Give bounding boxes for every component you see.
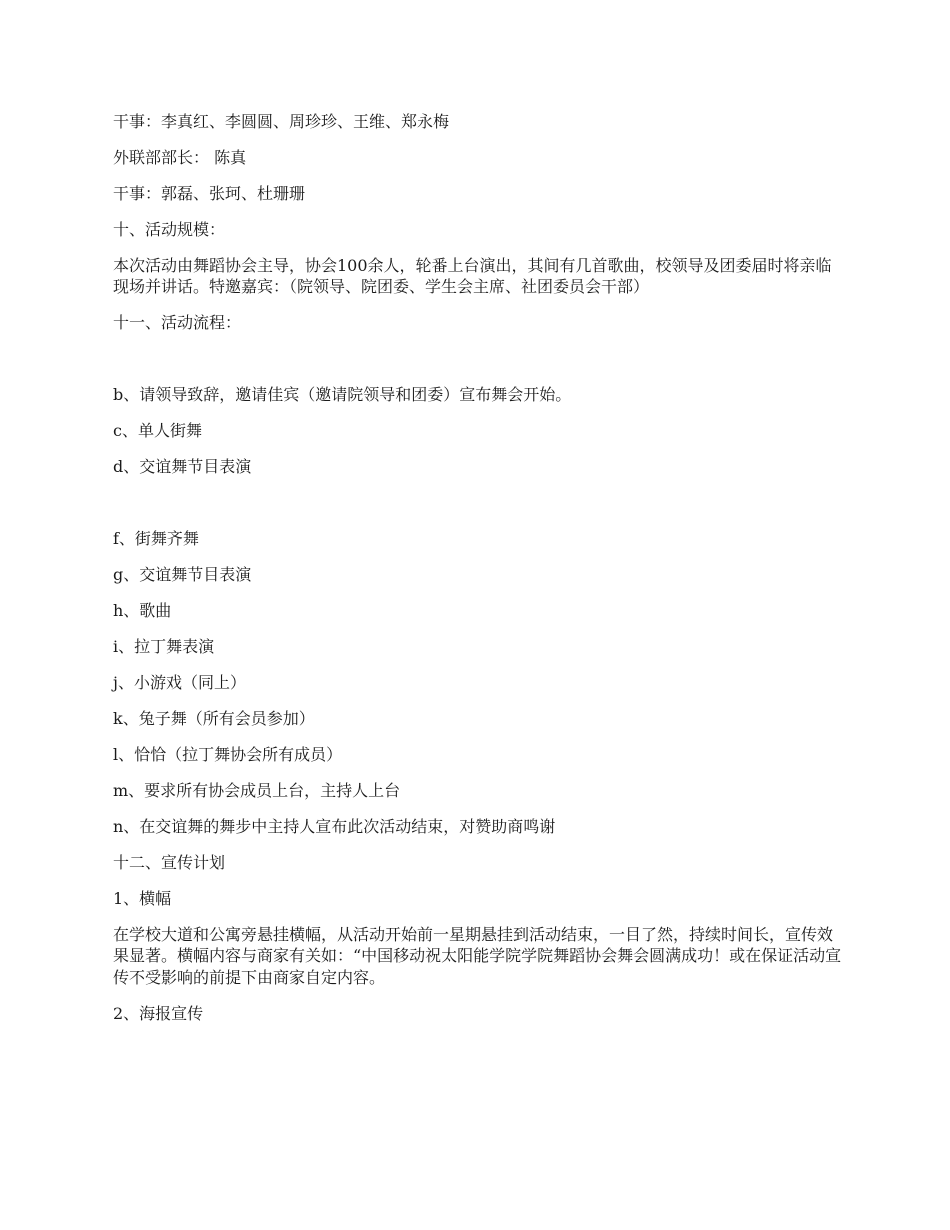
process-item-f: f、街舞齐舞 [113, 529, 199, 549]
process-item-k: k、兔子舞（所有会员参加） [113, 709, 315, 729]
process-item-j: j、小游戏（同上） [113, 673, 246, 693]
external-minister-line: 外联部部长： 陈真 [113, 147, 247, 167]
section-heading-process: 十一、活动流程： [113, 313, 242, 333]
document-body [113, 111, 843, 1039]
section-heading-scale: 十、活动规模： [113, 219, 226, 239]
process-item-l: l、恰恰（拉丁舞协会所有成员） [113, 745, 343, 765]
blank-line [113, 348, 843, 384]
process-item-b: b、请领导致辞，邀请佳宾（邀请院领导和团委）宣布舞会开始。 [113, 385, 572, 405]
external-staff-line: 干事：郭磊、张珂、杜珊珊 [113, 183, 306, 203]
blank-line [113, 492, 843, 528]
scale-description: 本次活动由舞蹈协会主导，协会100余人，轮番上台演出，其间有几首歌曲，校领导及团委届时将亲临现场并讲话。特邀嘉宾：（院领导、院团委、学生会主席、社团委员会干部） [113, 255, 832, 297]
process-item-g: g、交谊舞节目表演 [113, 565, 252, 585]
process-item-m: m、要求所有协会成员上台，主持人上台 [113, 781, 401, 801]
process-item-h: h、歌曲 [113, 601, 172, 621]
process-item-i: i、拉丁舞表演 [113, 637, 215, 657]
section-heading-publicity: 十二、宣传计划 [113, 853, 226, 873]
publicity-item-banner: 1、横幅 [113, 889, 172, 908]
process-item-c: c、单人街舞 [113, 421, 202, 441]
staff-list-line: 干事：李真红、李圆圆、周珍珍、王维、郑永梅 [113, 112, 450, 131]
banner-description: 在学校大道和公寓旁悬挂横幅，从活动开始前一星期悬挂到活动结束，一目了然，持续时间长，宣传效果显著。横幅内容与商家有关如：“中国移动祝太阳能学院学院舞蹈协会舞会圆满成功！或在保证活动宣传不受影响的前提下由商家自定内容。 [113, 924, 842, 987]
process-item-d: d、交谊舞节目表演 [113, 457, 252, 477]
process-item-n: n、在交谊舞的舞步中主持人宣布此次活动结束，对赞助商鸣谢 [113, 817, 556, 837]
publicity-item-poster: 2、海报宣传 [113, 1003, 204, 1023]
